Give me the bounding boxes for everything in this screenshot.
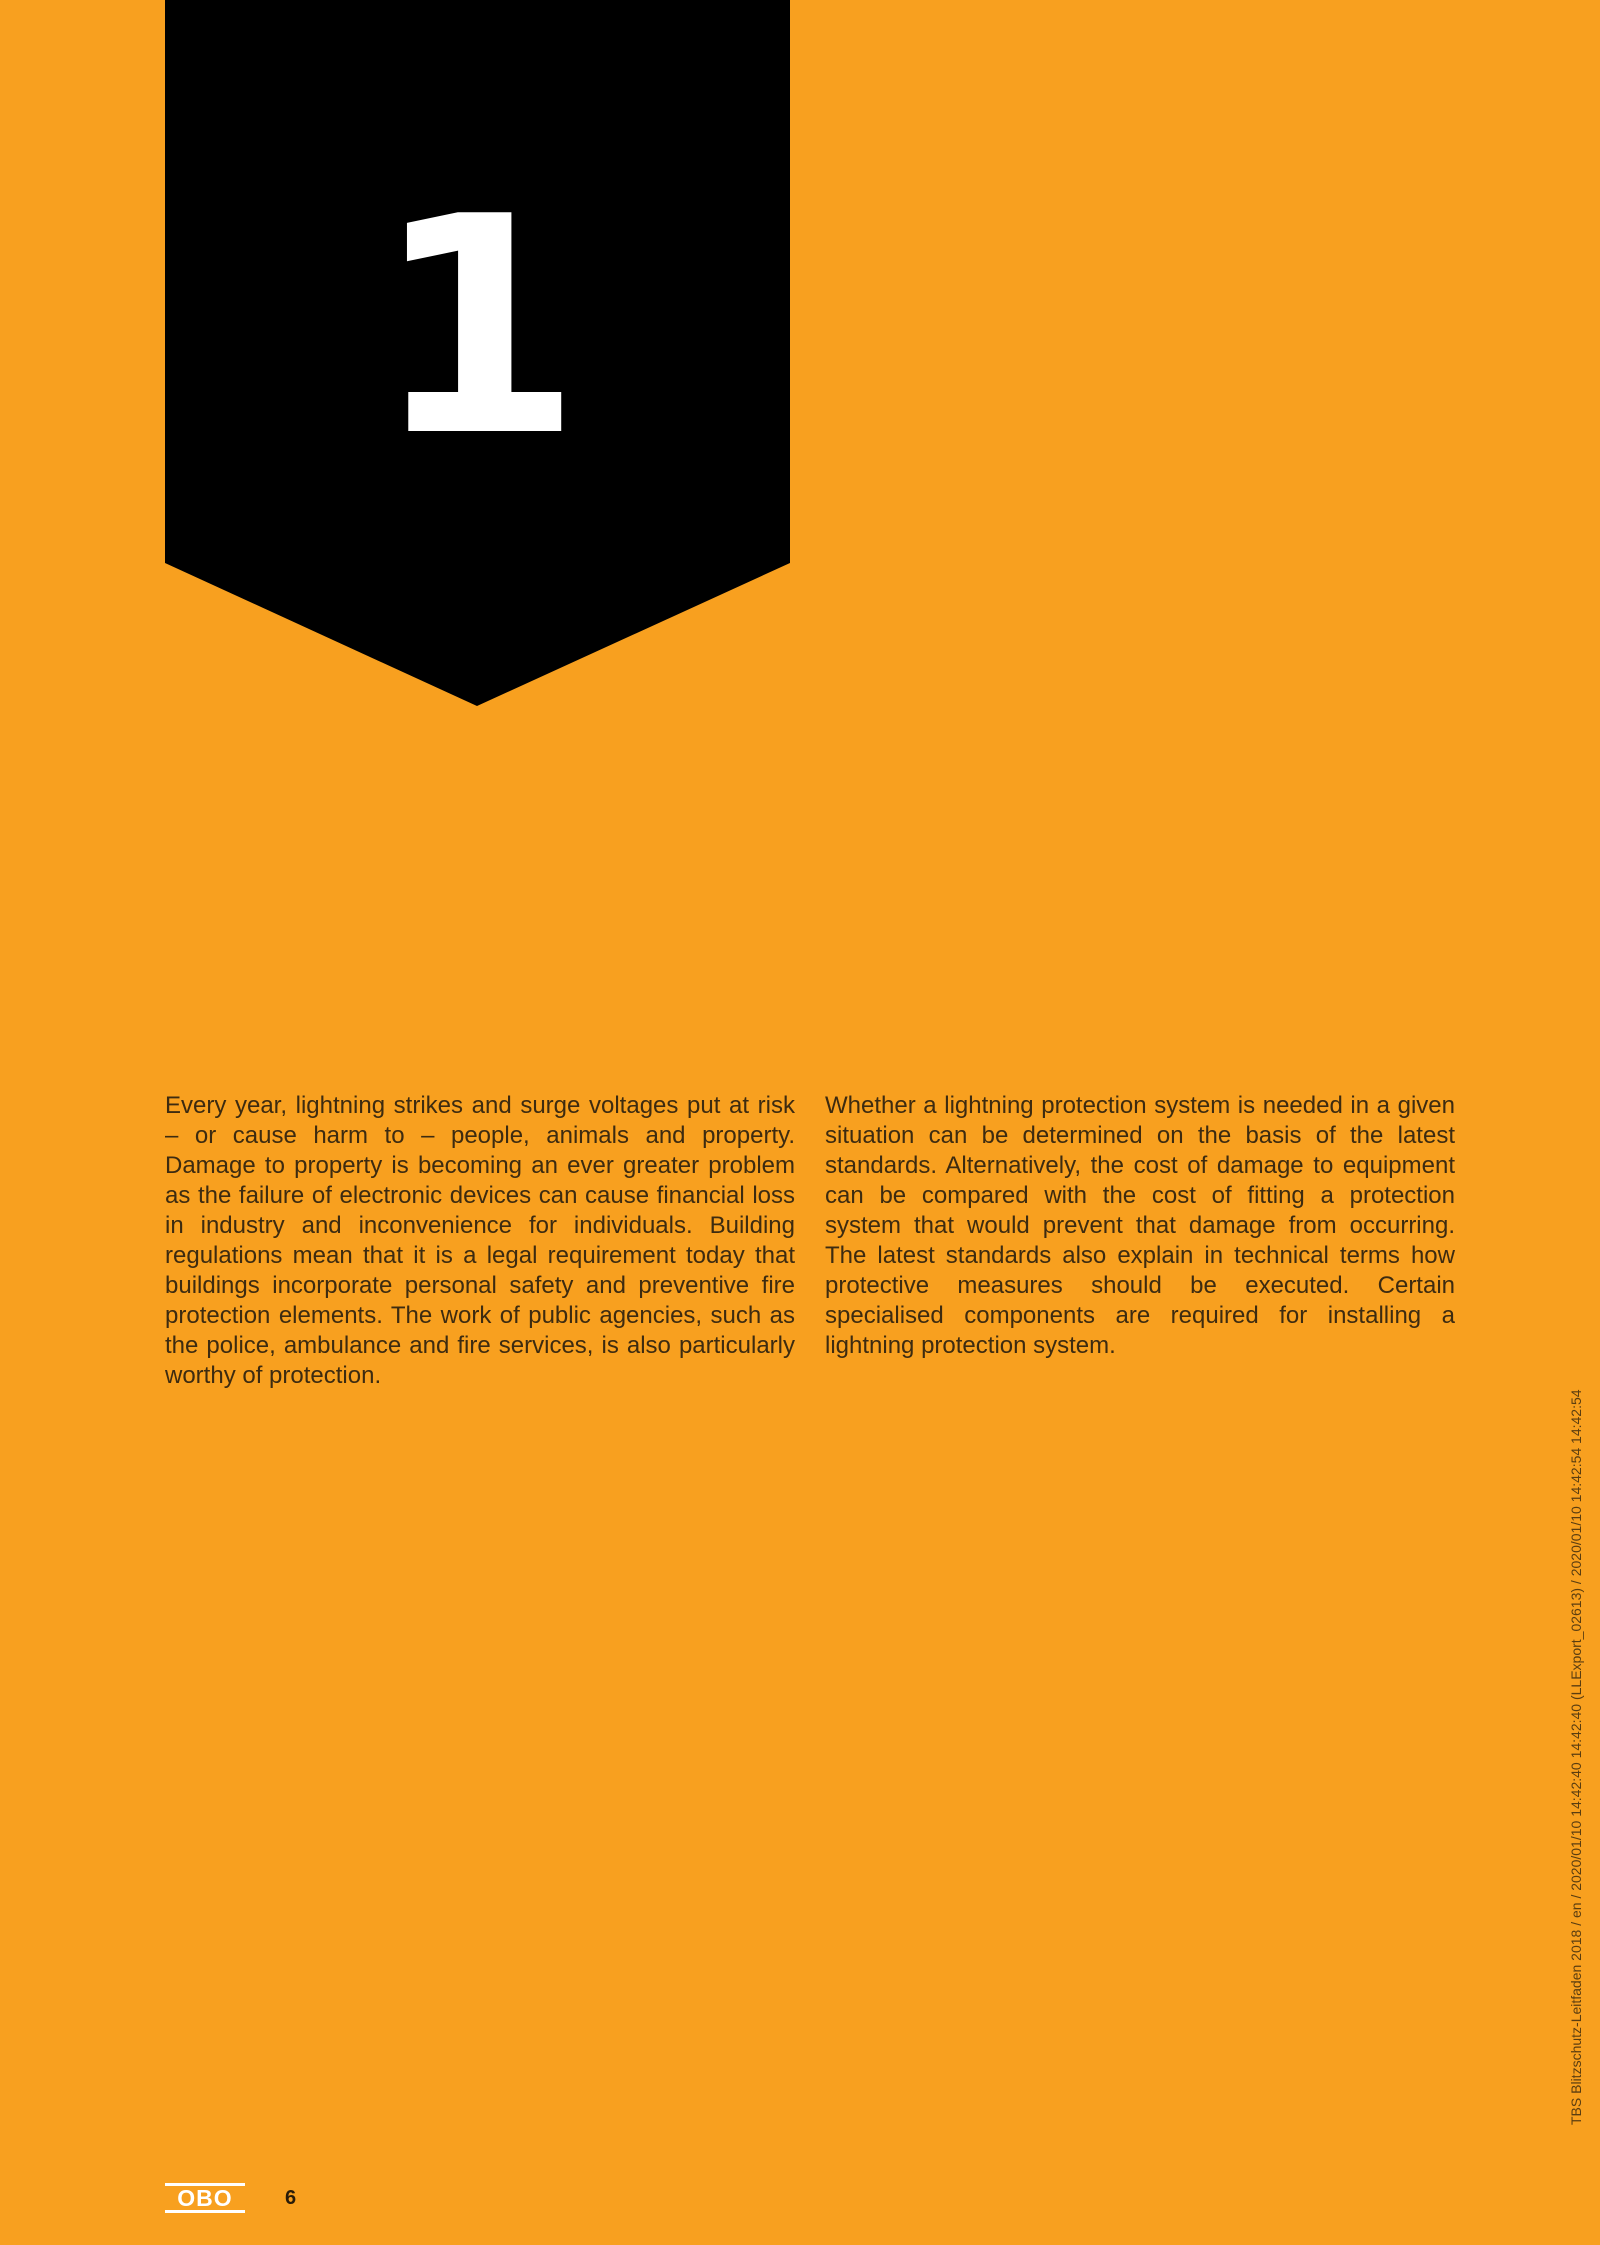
obo-logo bbox=[165, 2183, 245, 2213]
svg-text:OBO: OBO bbox=[177, 2185, 233, 2211]
obo-logo-icon bbox=[165, 2183, 245, 2213]
document-meta-vertical: TBS Blitzschutz-Leitfaden 2018 / en / 2020/01/10 14:42:40 14:42:40 (LLExport_02613) / 2020/01/10 14:42:54 14:42:54 bbox=[1568, 1389, 1584, 2125]
intro-text-right-column: Whether a lightning protection system is needed in a given situation can be determined on the basis of the latest standards. Alternatively, the cost of damage to equipment can be compared with the cost of fitting a protection system that would prevent that damage from occurring. The latest standards also explain in technical terms how protective measures should be executed. Certain specialised components are required for installing a lightning protection system. bbox=[825, 1092, 1455, 1359]
intro-text-left-column: Every year, lightning strikes and surge voltages put at risk – or cause harm to – people, animals and property. Damage to property is becoming an ever greater problem as the failure of electronic devices can cause financial loss in industry and inconvenience for individuals. Building regulations mean that it is a legal requirement today that buildings incorporate personal safety and preventive fire protection elements. The work of public agencies, such as the police, ambulance and fire services, is also particularly worthy of protection. bbox=[165, 1092, 795, 1389]
chapter-banner bbox=[165, 0, 790, 706]
chapter-number: 1 bbox=[373, 153, 582, 502]
page-number: 6 bbox=[285, 2187, 297, 2209]
